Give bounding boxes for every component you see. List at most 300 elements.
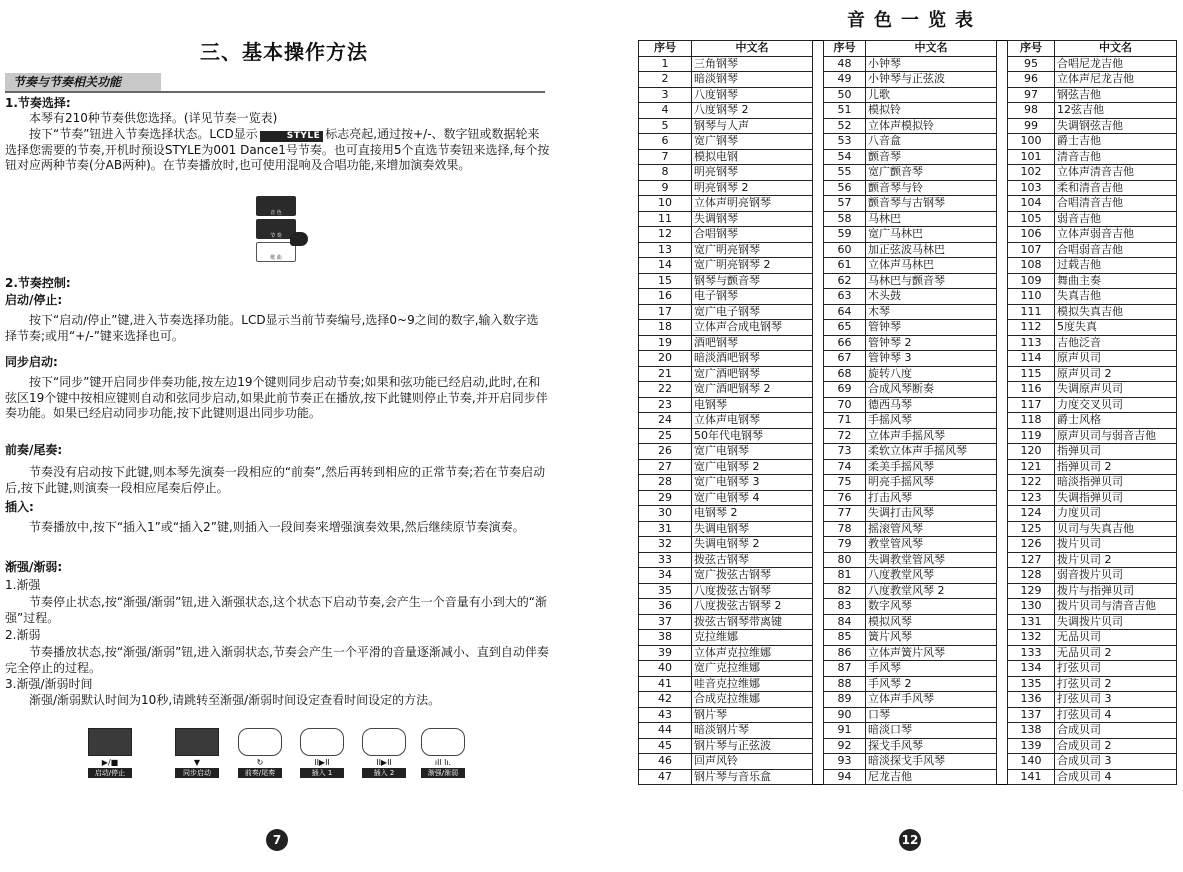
voice-number-cell: 39: [639, 645, 692, 661]
voice-number-cell: 20: [639, 351, 692, 367]
voice-name-cell: 八度钢琴: [692, 87, 813, 103]
table-row: [639, 552, 1177, 568]
start-stop-key[interactable]: [88, 728, 132, 756]
column-gap: [997, 459, 1008, 475]
voice-name-cell: 宽广明亮钢琴 2: [692, 258, 813, 274]
column-gap: [813, 242, 824, 258]
table-row: [639, 459, 1177, 475]
column-gap: [997, 196, 1008, 212]
voice-number-cell: 31: [639, 521, 692, 537]
voice-number-cell: 9: [639, 180, 692, 196]
voice-name-cell: 管钟琴 2: [866, 335, 997, 351]
voice-name-cell: 立体声克拉维娜: [692, 645, 813, 661]
voice-name-cell: 失调钢琴: [692, 211, 813, 227]
voice-number-cell: 4: [639, 103, 692, 119]
voice-number-cell: 48: [824, 56, 866, 72]
page-title: 三、基本操作方法: [200, 40, 368, 64]
table-row: [639, 676, 1177, 692]
voice-name-cell: 暗淡钢片琴: [692, 723, 813, 739]
voice-name-cell: 失调电钢琴: [692, 521, 813, 537]
voice-number-cell: 107: [1008, 242, 1055, 258]
column-gap: [997, 227, 1008, 243]
voice-name-cell: 力度贝司: [1055, 506, 1177, 522]
start-stop-button[interactable]: [88, 728, 132, 778]
table-row: [639, 320, 1177, 336]
voice-name-cell: 探戈手风琴: [866, 738, 997, 754]
voice-name-cell: 立体声模拟铃: [866, 118, 997, 134]
voice-number-cell: 58: [824, 211, 866, 227]
voice-name-cell: 弱音吉他: [1055, 211, 1177, 227]
rhythm-select-heading: 1.节奏选择:: [5, 96, 71, 110]
voice-number-cell: 43: [639, 707, 692, 723]
header-no-2: 序号: [824, 41, 866, 57]
voice-name-cell: 八音盒: [866, 134, 997, 150]
voice-number-cell: 132: [1008, 630, 1055, 646]
sync-start-heading: 同步启动:: [5, 355, 58, 369]
voice-list-title: 音色一览表: [847, 10, 982, 31]
fill-in-1-button[interactable]: [300, 728, 344, 778]
sync-start-key[interactable]: [175, 728, 219, 756]
voice-number-cell: 101: [1008, 149, 1055, 165]
voice-number-cell: 118: [1008, 413, 1055, 429]
voice-name-cell: 立体声手摇风琴: [866, 428, 997, 444]
intro-ending-key[interactable]: [238, 728, 282, 756]
start-stop-text: 按下“启动/停止”键,进入节奏选择功能。LCD显示当前节奏编号,选择0~9之间的数字,输入数字选择节奏;或用“+/-”键来选择也可。: [5, 313, 539, 343]
header-name-2: 中文名: [866, 41, 997, 57]
voice-number-cell: 55: [824, 165, 866, 181]
voice-number-cell: 124: [1008, 506, 1055, 522]
table-row: [639, 103, 1177, 119]
column-gap: [813, 521, 824, 537]
column-gap: [813, 304, 824, 320]
voice-number-cell: 14: [639, 258, 692, 274]
column-gap: [997, 118, 1008, 134]
voice-number-cell: 6: [639, 134, 692, 150]
table-row: [639, 397, 1177, 413]
voice-number-cell: 120: [1008, 444, 1055, 460]
column-gap: [997, 707, 1008, 723]
table-row: [639, 707, 1177, 723]
voice-number-cell: 34: [639, 568, 692, 584]
voice-number-cell: 53: [824, 134, 866, 150]
column-gap: [997, 676, 1008, 692]
voice-name-cell: 宽广拨弦古钢琴: [692, 568, 813, 584]
table-row: [639, 134, 1177, 150]
column-gap: [813, 227, 824, 243]
voice-name-cell: 电钢琴: [692, 397, 813, 413]
table-row: [639, 754, 1177, 770]
voice-name-cell: 打弦贝司 4: [1055, 707, 1177, 723]
column-gap: [813, 568, 824, 584]
column-gap: [813, 196, 824, 212]
voice-name-cell: 原声贝司与弱音吉他: [1055, 428, 1177, 444]
column-gap: [813, 599, 824, 615]
voice-name-cell: 合唱钢琴: [692, 227, 813, 243]
voice-name-cell: 木琴: [866, 304, 997, 320]
start-stop-label: 启动/停止: [88, 768, 132, 778]
column-gap: [813, 72, 824, 88]
voice-number-cell: 76: [824, 490, 866, 506]
voice-number-cell: 104: [1008, 196, 1055, 212]
voice-name-cell: 指弹贝司: [1055, 444, 1177, 460]
voice-name-cell: 拨片贝司: [1055, 537, 1177, 553]
column-gap: [997, 661, 1008, 677]
voice-number-cell: 38: [639, 630, 692, 646]
column-gap: [997, 599, 1008, 615]
voice-number-cell: 8: [639, 165, 692, 181]
column-gap: [997, 428, 1008, 444]
voice-name-cell: 失调拨片贝司: [1055, 614, 1177, 630]
voice-number-cell: 17: [639, 304, 692, 320]
intro-ending-heading: 前奏/尾奏:: [5, 443, 63, 457]
voice-name-cell: 宽广马林巴: [866, 227, 997, 243]
column-gap: [997, 87, 1008, 103]
pointing-hand-icon: [290, 232, 308, 246]
column-gap: [997, 537, 1008, 553]
column-gap: [997, 738, 1008, 754]
voice-number-cell: 46: [639, 754, 692, 770]
voice-number-cell: 25: [639, 428, 692, 444]
column-gap: [813, 754, 824, 770]
column-gap: [813, 41, 824, 57]
voice-name-cell: 酒吧钢琴: [692, 335, 813, 351]
column-gap: [813, 134, 824, 150]
voice-name-cell: 手风琴 2: [866, 676, 997, 692]
voice-number-cell: 119: [1008, 428, 1055, 444]
voice-name-cell: 失调指弹贝司: [1055, 490, 1177, 506]
voice-name-cell: 电子钢琴: [692, 289, 813, 305]
voice-number-cell: 141: [1008, 769, 1055, 785]
voice-name-cell: 无品贝司 2: [1055, 645, 1177, 661]
column-gap: [997, 149, 1008, 165]
voice-name-cell: 宽广电钢琴: [692, 444, 813, 460]
column-gap: [997, 351, 1008, 367]
voice-number-cell: 91: [824, 723, 866, 739]
voice-number-cell: 54: [824, 149, 866, 165]
voice-name-cell: 失调电钢琴 2: [692, 537, 813, 553]
table-header-row: [639, 41, 1177, 57]
section-heading: 节奏与节奏相关功能: [5, 73, 161, 91]
voice-number-cell: 96: [1008, 72, 1055, 88]
header-no-1: 序号: [639, 41, 692, 57]
fade-time-text: 渐强/渐弱默认时间为10秒,请跳转至渐强/渐弱时间设定查看时间设定的方法。: [29, 693, 441, 707]
fade-label: 渐强/渐弱: [421, 768, 465, 778]
voice-name-cell: 贝司与失真吉他: [1055, 521, 1177, 537]
voice-name-cell: 钢弦吉他: [1055, 87, 1177, 103]
table-row: [639, 769, 1177, 785]
sync-start-label: 同步启动: [175, 768, 219, 778]
voice-name-cell: 宽广颤音琴: [866, 165, 997, 181]
voice-number-cell: 128: [1008, 568, 1055, 584]
voice-name-cell: 马林巴与颤音琴: [866, 273, 997, 289]
voice-number-cell: 12: [639, 227, 692, 243]
table-row: [639, 335, 1177, 351]
voice-name-cell: 数字风琴: [866, 599, 997, 615]
voice-number-cell: 27: [639, 459, 692, 475]
voice-number-cell: 3: [639, 87, 692, 103]
voice-number-cell: 23: [639, 397, 692, 413]
column-gap: [813, 180, 824, 196]
voice-number-cell: 47: [639, 769, 692, 785]
voice-number-cell: 5: [639, 118, 692, 134]
table-row: [639, 149, 1177, 165]
voice-number-cell: 115: [1008, 366, 1055, 382]
table-row: [639, 583, 1177, 599]
column-gap: [813, 149, 824, 165]
voice-name-cell: 马林巴: [866, 211, 997, 227]
voice-name-cell: 加正弦波马林巴: [866, 242, 997, 258]
voice-number-cell: 83: [824, 599, 866, 615]
voice-button[interactable]: [256, 196, 296, 216]
voice-name-cell: 立体声明亮钢琴: [692, 196, 813, 212]
table-row: [639, 211, 1177, 227]
voice-name-cell: 电钢琴 2: [692, 506, 813, 522]
column-gap: [813, 769, 824, 785]
voice-name-cell: 拨弦古钢琴带离键: [692, 614, 813, 630]
voice-number-cell: 93: [824, 754, 866, 770]
voice-name-cell: 宽广酒吧钢琴 2: [692, 382, 813, 398]
fade-out-text: 节奏播放状态,按“渐强/渐弱”钮,进入渐弱状态,节奏会产生一个平滑的音量逐渐减小、直到自动伴奏完全停止的过程。: [5, 645, 549, 675]
column-gap: [813, 552, 824, 568]
voice-number-cell: 121: [1008, 459, 1055, 475]
volume-bars-icon: ıll lı.: [434, 758, 452, 767]
play-stop-icon: ▶/■: [101, 758, 119, 767]
table-row: [639, 72, 1177, 88]
table-row: [639, 56, 1177, 72]
voice-number-cell: 7: [639, 149, 692, 165]
voice-name-cell: 口琴: [866, 707, 997, 723]
voice-number-cell: 42: [639, 692, 692, 708]
column-gap: [813, 630, 824, 646]
voice-name-cell: 颤音琴与铃: [866, 180, 997, 196]
voice-name-cell: 指弹贝司 2: [1055, 459, 1177, 475]
voice-number-cell: 84: [824, 614, 866, 630]
column-gap: [813, 289, 824, 305]
column-gap: [813, 707, 824, 723]
header-name-1: 中文名: [692, 41, 813, 57]
voice-number-cell: 110: [1008, 289, 1055, 305]
voice-name-cell: 木头鼓: [866, 289, 997, 305]
voice-number-cell: 82: [824, 583, 866, 599]
voice-name-cell: 50年代电钢琴: [692, 428, 813, 444]
song-button-label: 歌 曲: [270, 255, 282, 261]
table-row: [639, 227, 1177, 243]
table-row: [639, 118, 1177, 134]
fill-in-text: 节奏播放中,按下“插入1”或“插入2”键,则插入一段间奏来增强演奏效果,然后继续原节奏演奏。: [29, 520, 525, 534]
column-gap: [813, 87, 824, 103]
column-gap: [813, 165, 824, 181]
voice-name-cell: 颤音琴与古钢琴: [866, 196, 997, 212]
voice-name-cell: 舞曲主奏: [1055, 273, 1177, 289]
voice-number-cell: 50: [824, 87, 866, 103]
column-gap: [997, 366, 1008, 382]
voice-name-cell: 柔软立体声手摇风琴: [866, 444, 997, 460]
voice-number-cell: 135: [1008, 676, 1055, 692]
fade-in-heading: 1.渐强: [5, 578, 41, 592]
rhythm-select-text-a: 按下“节奏”钮进入节奏选择状态。LCD显示: [29, 127, 258, 141]
fade-key[interactable]: [421, 728, 465, 756]
voice-number-cell: 72: [824, 428, 866, 444]
column-gap: [997, 475, 1008, 491]
rhythm-control-heading: 2.节奏控制:: [5, 276, 71, 290]
voice-name-cell: 吉他泛音: [1055, 335, 1177, 351]
voice-number-cell: 71: [824, 413, 866, 429]
voice-number-cell: 40: [639, 661, 692, 677]
column-gap: [997, 583, 1008, 599]
voice-name-cell: 拨片贝司 2: [1055, 552, 1177, 568]
column-gap: [997, 134, 1008, 150]
column-gap: [813, 459, 824, 475]
fill-in-2-button[interactable]: [362, 728, 406, 778]
voice-number-cell: 112: [1008, 320, 1055, 336]
voice-name-cell: 合成贝司: [1055, 723, 1177, 739]
column-gap: [813, 645, 824, 661]
voice-name-cell: 打击风琴: [866, 490, 997, 506]
voice-name-cell: 拨弦古钢琴: [692, 552, 813, 568]
voice-name-cell: 12弦吉他: [1055, 103, 1177, 119]
voice-name-cell: 暗淡探戈手风琴: [866, 754, 997, 770]
voice-number-cell: 78: [824, 521, 866, 537]
voice-button-label: 音 色: [270, 210, 282, 216]
table-row: [639, 599, 1177, 615]
voice-name-cell: 簧片风琴: [866, 630, 997, 646]
voice-name-cell: 八度教堂风琴: [866, 568, 997, 584]
voice-number-cell: 51: [824, 103, 866, 119]
column-gap: [997, 382, 1008, 398]
voice-number-cell: 133: [1008, 645, 1055, 661]
intro-ending-button[interactable]: [238, 728, 282, 778]
voice-name-cell: 颤音琴: [866, 149, 997, 165]
voice-number-cell: 49: [824, 72, 866, 88]
fade-button[interactable]: [421, 728, 465, 778]
voice-name-cell: 失调教堂管风琴: [866, 552, 997, 568]
voice-name-cell: 立体声弱音吉他: [1055, 227, 1177, 243]
voice-name-cell: 立体声尼龙吉他: [1055, 72, 1177, 88]
column-gap: [813, 56, 824, 72]
column-gap: [813, 382, 824, 398]
voice-number-cell: 97: [1008, 87, 1055, 103]
voice-number-cell: 95: [1008, 56, 1055, 72]
voice-name-cell: 模拟铃: [866, 103, 997, 119]
voice-name-cell: 克拉维娜: [692, 630, 813, 646]
sync-start-button[interactable]: [175, 728, 219, 778]
voice-table-body: [639, 56, 1177, 785]
voice-number-cell: 87: [824, 661, 866, 677]
voice-name-cell: 力度交叉贝司: [1055, 397, 1177, 413]
voice-name-cell: 合成贝司 3: [1055, 754, 1177, 770]
voice-name-cell: 钢片琴: [692, 707, 813, 723]
header-name-3: 中文名: [1055, 41, 1177, 57]
voice-name-cell: 合唱清音吉他: [1055, 196, 1177, 212]
voice-name-cell: 模拟失真吉他: [1055, 304, 1177, 320]
voice-number-cell: 63: [824, 289, 866, 305]
voice-name-cell: 柔美手摇风琴: [866, 459, 997, 475]
voice-name-cell: 失调打击风琴: [866, 506, 997, 522]
column-gap: [813, 614, 824, 630]
sync-icon: ▼: [193, 758, 201, 767]
voice-number-cell: 52: [824, 118, 866, 134]
voice-name-cell: 拨片与指弹贝司: [1055, 583, 1177, 599]
voice-name-cell: 打弦贝司 2: [1055, 676, 1177, 692]
voice-number-cell: 10: [639, 196, 692, 212]
column-gap: [813, 676, 824, 692]
voice-number-cell: 105: [1008, 211, 1055, 227]
voice-name-cell: 立体声马林巴: [866, 258, 997, 274]
fill-in-2-key[interactable]: [362, 728, 406, 756]
loop-icon: ↻: [256, 758, 264, 767]
voice-number-cell: 69: [824, 382, 866, 398]
column-gap: [813, 738, 824, 754]
voice-number-cell: 92: [824, 738, 866, 754]
fill-in-1-key[interactable]: [300, 728, 344, 756]
voice-number-cell: 1: [639, 56, 692, 72]
column-gap: [813, 661, 824, 677]
voice-number-cell: 13: [639, 242, 692, 258]
voice-name-cell: 原声贝司: [1055, 351, 1177, 367]
column-gap: [997, 630, 1008, 646]
voice-name-cell: 合唱尼龙吉他: [1055, 56, 1177, 72]
voice-number-cell: 60: [824, 242, 866, 258]
voice-name-cell: 小钟琴与正弦波: [866, 72, 997, 88]
column-gap: [997, 320, 1008, 336]
voice-number-cell: 125: [1008, 521, 1055, 537]
voice-name-cell: 立体声清音吉他: [1055, 165, 1177, 181]
voice-number-cell: 68: [824, 366, 866, 382]
voice-table: [638, 40, 1177, 785]
page-number-right: 12: [899, 829, 921, 851]
voice-number-cell: 109: [1008, 273, 1055, 289]
table-row: [639, 661, 1177, 677]
voice-number-cell: 44: [639, 723, 692, 739]
voice-number-cell: 100: [1008, 134, 1055, 150]
voice-number-cell: 22: [639, 382, 692, 398]
voice-number-cell: 65: [824, 320, 866, 336]
voice-number-cell: 41: [639, 676, 692, 692]
voice-name-cell: 尼龙吉他: [866, 769, 997, 785]
voice-number-cell: 99: [1008, 118, 1055, 134]
voice-name-cell: 宽广钢琴: [692, 134, 813, 150]
fill-in-2-label: 插入 2: [362, 768, 406, 778]
sync-start-text: 按下“同步”键开启同步伴奏功能,按左边19个键则同步启动节奏;如果和弦功能已经启动,此时,在和弦区19个键中按相应键则自动和弦同步启动,如果此前节奏正在播放,按下此键则停止节奏,并开启同步伴奏功能。如果已经启动同步功能,按下此键则退出同步功能。: [5, 375, 548, 420]
voice-number-cell: 116: [1008, 382, 1055, 398]
table-row: [639, 428, 1177, 444]
voice-name-cell: 德西马琴: [866, 397, 997, 413]
start-stop-heading: 启动/停止:: [5, 293, 63, 307]
voice-name-cell: 旋转八度: [866, 366, 997, 382]
left-page: [0, 0, 560, 872]
voice-name-cell: 三角钢琴: [692, 56, 813, 72]
intro-ending-label: 前奏/尾奏: [238, 768, 282, 778]
voice-number-cell: 66: [824, 335, 866, 351]
voice-number-cell: 98: [1008, 103, 1055, 119]
column-gap: [997, 56, 1008, 72]
table-row: [639, 506, 1177, 522]
voice-name-cell: 宽广电钢琴 4: [692, 490, 813, 506]
header-no-3: 序号: [1008, 41, 1055, 57]
table-row: [639, 645, 1177, 661]
column-gap: [813, 583, 824, 599]
column-gap: [813, 537, 824, 553]
rhythm-button-label: 节 奏: [270, 233, 282, 239]
column-gap: [997, 490, 1008, 506]
table-row: [639, 351, 1177, 367]
column-gap: [813, 397, 824, 413]
voice-number-cell: 67: [824, 351, 866, 367]
voice-name-cell: 儿歌: [866, 87, 997, 103]
voice-name-cell: 回声风铃: [692, 754, 813, 770]
fade-in-text: 节奏停止状态,按“渐强/渐弱”钮,进入渐强状态,这个状态下启动节奏,会产生一个音量有小到大的“渐强”过程。: [5, 595, 547, 625]
voice-number-cell: 19: [639, 335, 692, 351]
